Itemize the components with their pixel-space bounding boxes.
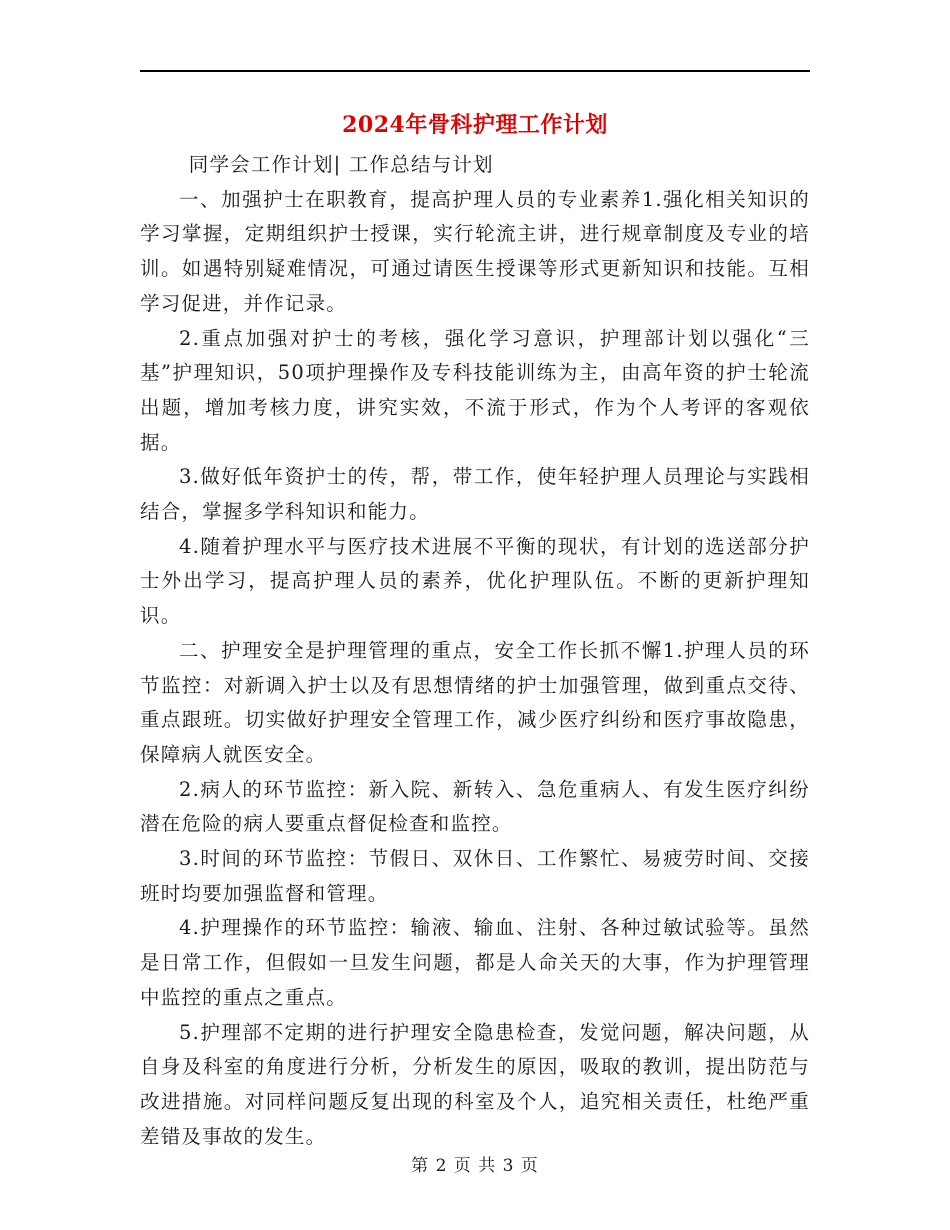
document-subtitle: 同学会工作计划| 工作总结与计划 bbox=[188, 153, 494, 176]
paragraph: 2.病人的环节监控：新入院、新转入、急危重病人、有发生医疗纠纷潜在危险的病人要重点督促检查和监控。 bbox=[140, 777, 810, 836]
paragraph: 5.护理部不定期的进行护理安全隐患检查，发觉问题，解决问题，从自身及科室的角度进行分析，分析发生的原因，吸取的教训，提出防范与改进措施。对同样问题反复出现的科室及个人，追究相关责任，杜绝严重差错及事故的发生。 bbox=[140, 1020, 810, 1148]
paragraph: 4.护理操作的环节监控：输液、输血、注射、各种过敏试验等。虽然是日常工作，但假如一旦发生问题，都是人命关天的大事，作为护理管理中监控的重点之重点。 bbox=[140, 916, 810, 1009]
document-body bbox=[140, 148, 810, 1154]
paragraph: 二、护理安全是护理管理的重点，安全工作长抓不懈1.护理人员的环节监控：对新调入护士以及有思想情绪的护士加强管理，做到重点交待、重点跟班。切实做好护理安全管理工作，减少医疗纠纷和医疗事故隐患，保障病人就医安全。 bbox=[140, 638, 810, 766]
paragraph: 3.做好低年资护士的传，帮，带工作，使年轻护理人员理论与实践相结合，掌握多学科知识和能力。 bbox=[140, 465, 810, 524]
document-title: 2024年骨科护理工作计划 bbox=[342, 112, 608, 138]
paragraph: 4.随着护理水平与医疗技术进展不平衡的现状，有计划的选送部分护士外出学习，提高护理人员的素养，优化护理队伍。不断的更新护理知识。 bbox=[140, 534, 810, 628]
page-number: 第 2 页 共 3 页 bbox=[411, 1156, 539, 1176]
paragraph: 3.时间的环节监控：节假日、双休日、工作繁忙、易疲劳时间、交接班时均要加强监督和管理。 bbox=[140, 847, 810, 905]
paragraph: 一、加强护士在职教育，提高护理人员的专业素养1.强化相关知识的学习掌握，定期组织护士授课，实行轮流主讲，进行规章制度及专业的培训。如遇特别疑难情况，可通过请医生授课等形式更新知识和技能。互相学习促进，并作记录。 bbox=[140, 187, 810, 315]
header-rule bbox=[140, 70, 810, 72]
paragraph: 2.重点加强对护士的考核，强化学习意识，护理部计划以强化“三基”护理知识，50项护理操作及专科技能训练为主，由高年资的护士轮流出题，增加考核力度，讲究实效，不流于形式，作为个人考评的客观依据。 bbox=[140, 326, 810, 454]
